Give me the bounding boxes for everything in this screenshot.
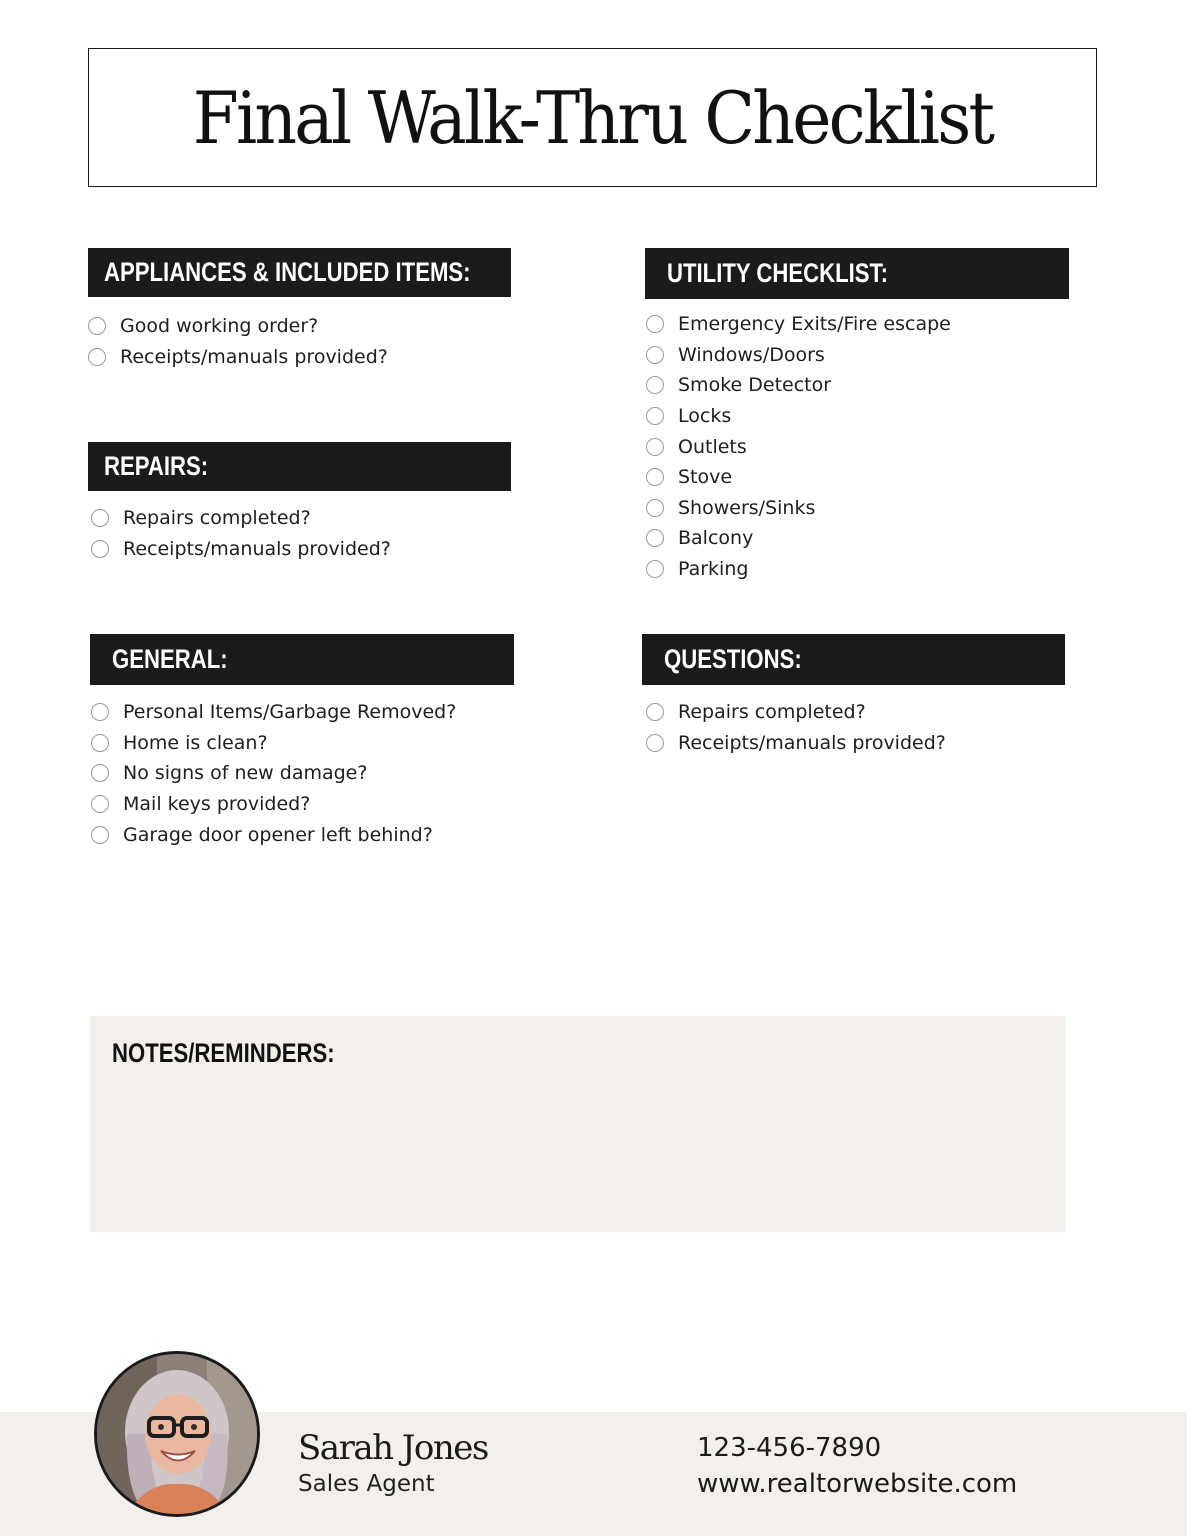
checkbox-circle[interactable] xyxy=(91,826,109,844)
checklist-item[interactable] xyxy=(646,697,946,728)
checklist-item-label: Good working order? xyxy=(120,315,319,338)
checklist-item-label: Mail keys provided? xyxy=(123,793,311,816)
checklist-repairs xyxy=(91,503,391,564)
agent-name: Sarah Jones xyxy=(298,1428,488,1468)
checklist-item[interactable] xyxy=(646,554,951,585)
checkbox-circle[interactable] xyxy=(91,540,109,558)
checklist-item[interactable] xyxy=(646,523,951,554)
checklist-item[interactable] xyxy=(91,697,456,728)
checklist-item-label: Repairs completed? xyxy=(123,507,311,530)
checklist-item[interactable] xyxy=(91,789,456,820)
checklist-item[interactable] xyxy=(646,431,951,462)
section-header-questions-label: QUESTIONS: xyxy=(664,644,802,674)
checkbox-circle[interactable] xyxy=(646,529,664,547)
notes-title-label: NOTES/REMINDERS: xyxy=(112,1038,335,1068)
checkbox-circle[interactable] xyxy=(91,509,109,527)
checklist-item-label: Receipts/manuals provided? xyxy=(123,537,391,560)
section-header-questions xyxy=(642,634,1065,685)
contact-phone[interactable]: 123-456-7890 xyxy=(697,1433,882,1463)
section-header-utility-label: UTILITY CHECKLIST: xyxy=(667,258,888,288)
checkbox-circle[interactable] xyxy=(646,468,664,486)
checkbox-circle[interactable] xyxy=(646,315,664,333)
title-box xyxy=(88,48,1097,187)
avatar xyxy=(94,1351,260,1517)
checklist-item-label: Balcony xyxy=(678,527,754,550)
checkbox-circle[interactable] xyxy=(646,560,664,578)
checklist-item[interactable] xyxy=(91,534,391,565)
checkbox-circle[interactable] xyxy=(88,348,106,366)
checklist-item-label: Locks xyxy=(678,405,732,428)
checklist-item-label: Receipts/manuals provided? xyxy=(120,345,388,368)
checklist-item-label: Smoke Detector xyxy=(678,374,832,397)
checkbox-circle[interactable] xyxy=(91,795,109,813)
checklist-item[interactable] xyxy=(88,311,388,342)
checklist-utility xyxy=(646,309,951,584)
checklist-item-label: Windows/Doors xyxy=(678,343,825,366)
checklist-item[interactable] xyxy=(91,758,456,789)
section-header-general-label: GENERAL: xyxy=(112,644,228,674)
notes-box[interactable] xyxy=(90,1016,1065,1232)
checkbox-circle[interactable] xyxy=(646,703,664,721)
checklist-item-label: Home is clean? xyxy=(123,731,268,754)
checkbox-circle[interactable] xyxy=(646,499,664,517)
section-header-appliances xyxy=(88,248,511,297)
checklist-item-label: Stove xyxy=(678,466,733,489)
notes-title xyxy=(112,1038,384,1069)
checkbox-circle[interactable] xyxy=(646,376,664,394)
checklist-item[interactable] xyxy=(88,342,388,373)
section-header-repairs-label: REPAIRS: xyxy=(104,451,209,481)
checkbox-circle[interactable] xyxy=(91,734,109,752)
checkbox-circle[interactable] xyxy=(646,734,664,752)
checklist-item-label: Personal Items/Garbage Removed? xyxy=(123,701,457,724)
checklist-item-label: Repairs completed? xyxy=(678,701,866,724)
checkbox-circle[interactable] xyxy=(646,407,664,425)
avatar-portrait xyxy=(97,1354,257,1514)
checklist-item-label: Outlets xyxy=(678,435,747,458)
page-title: Final Walk-Thru Checklist xyxy=(192,75,993,160)
checklist-item-label: Parking xyxy=(678,558,749,581)
checklist-item[interactable] xyxy=(91,819,456,850)
checkbox-circle[interactable] xyxy=(646,438,664,456)
section-header-appliances-label: APPLIANCES & INCLUDED ITEMS: xyxy=(104,257,471,287)
checklist-item[interactable] xyxy=(646,728,946,759)
checklist-item-label: No signs of new damage? xyxy=(123,762,368,785)
checklist-item[interactable] xyxy=(646,340,951,371)
checklist-item[interactable] xyxy=(646,309,951,340)
checklist-item[interactable] xyxy=(91,728,456,759)
checkbox-circle[interactable] xyxy=(646,346,664,364)
checklist-appliances xyxy=(88,311,388,372)
checklist-item[interactable] xyxy=(646,370,951,401)
section-header-repairs xyxy=(88,442,511,491)
checklist-item[interactable] xyxy=(646,462,951,493)
agent-role: Sales Agent xyxy=(298,1471,435,1497)
checklist-item-label: Emergency Exits/Fire escape xyxy=(678,313,951,336)
section-header-utility xyxy=(645,248,1069,299)
checkbox-circle[interactable] xyxy=(91,764,109,782)
contact-website[interactable]: www.realtorwebsite.com xyxy=(697,1469,1018,1499)
section-header-general xyxy=(90,634,514,685)
checklist-item-label: Garage door opener left behind? xyxy=(123,823,433,846)
checklist-item[interactable] xyxy=(646,401,951,432)
checkbox-circle[interactable] xyxy=(91,703,109,721)
checklist-item-label: Receipts/manuals provided? xyxy=(678,731,946,754)
checkbox-circle[interactable] xyxy=(88,317,106,335)
checklist-general xyxy=(91,697,456,850)
checklist-item[interactable] xyxy=(646,493,951,524)
checklist-item[interactable] xyxy=(91,503,391,534)
checklist-questions xyxy=(646,697,946,758)
checklist-item-label: Showers/Sinks xyxy=(678,496,816,519)
